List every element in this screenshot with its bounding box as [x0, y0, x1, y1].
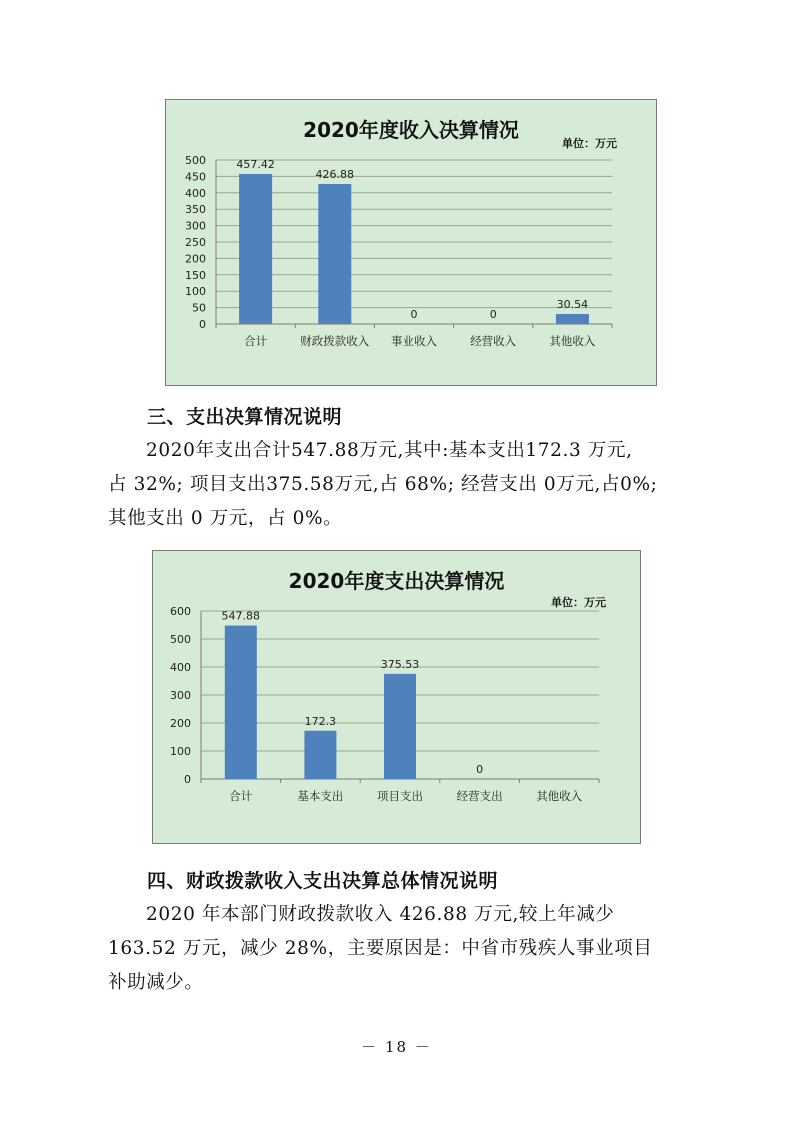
income-data-label: 457.42: [236, 157, 275, 171]
income-bar: [318, 184, 351, 324]
income-category-label: 其他收入: [549, 334, 596, 348]
expenditure-data-label: 0: [476, 763, 484, 776]
income-category-label: 财政拨款收入: [300, 334, 370, 348]
paragraph-line: 其他支出 0 万元，占 0%。: [108, 508, 343, 529]
income-bar: [239, 174, 272, 324]
section-heading-expenditure: 三、支出决算情况说明: [147, 406, 343, 428]
income-chart-unit: 单位：万元: [562, 137, 617, 150]
income-ytick-label: 200: [185, 252, 206, 266]
income-data-label: 30.54: [556, 297, 589, 311]
expenditure-category-label: 项目支出: [377, 789, 423, 803]
expenditure-data-label: 547.88: [221, 609, 261, 623]
income-ytick-label: 300: [185, 219, 206, 233]
page-number: － 18 －: [361, 1038, 432, 1056]
expenditure-ytick-label: 100: [170, 745, 191, 758]
income-chart: [165, 99, 657, 386]
income-ytick-label: 450: [185, 170, 206, 184]
income-category-label: 事业收入: [391, 334, 437, 348]
expenditure-bar: [225, 626, 257, 779]
expenditure-chart-unit: 单位：万元: [551, 596, 606, 609]
expenditure-ytick-label: 300: [170, 689, 191, 702]
income-category-label: 经营收入: [470, 334, 517, 348]
income-ytick-label: 250: [185, 236, 206, 249]
expenditure-data-label: 172.3: [304, 714, 337, 728]
income-chart-title: 2020年度收入决算情况: [303, 118, 519, 142]
expenditure-category-label: 经营支出: [456, 789, 503, 803]
income-ytick-label: 100: [185, 285, 206, 299]
expenditure-ytick-label: 200: [170, 717, 191, 730]
income-ytick-label: 150: [185, 268, 206, 282]
expenditure-category-label: 合计: [229, 789, 253, 803]
income-ytick-label: 0: [199, 318, 206, 331]
paragraph-line: 163.52 万元，减少 28%，主要原因是：中省市残疾人事业项目: [108, 938, 653, 959]
paragraph-line: 2020 年本部门财政拨款收入 426.88 万元,较上年减少: [146, 904, 615, 925]
expenditure-bar: [384, 674, 416, 779]
income-ytick-label: 400: [185, 186, 206, 200]
paragraph-line: 2020年支出合计547.88万元,其中:基本支出172.3 万元,: [146, 440, 633, 461]
expenditure-chart: [152, 550, 641, 844]
paragraph-line: 占 32%; 项目支出375.58万元,占 68%; 经营支出 0万元,占0%;: [108, 474, 658, 495]
income-ytick-label: 500: [185, 154, 206, 167]
expenditure-category-label: 基本支出: [297, 789, 344, 803]
section-paragraph-fiscal: [108, 898, 693, 1000]
expenditure-bar: [304, 731, 336, 779]
income-data-label: 426.88: [315, 167, 355, 181]
income-category-label: 合计: [244, 334, 268, 348]
income-ytick-label: 50: [192, 301, 206, 315]
expenditure-ytick-label: 400: [170, 661, 191, 674]
income-bar: [556, 314, 589, 324]
section-heading-fiscal: 四、财政拨款收入支出决算总体情况说明: [147, 870, 499, 892]
income-data-label: 0: [489, 308, 497, 321]
expenditure-ytick-label: 500: [170, 633, 191, 646]
expenditure-category-label: 其他收入: [536, 789, 583, 803]
paragraph-line: 补助减少。: [108, 972, 204, 993]
expenditure-chart-title: 2020年度支出决算情况: [288, 569, 505, 593]
expenditure-data-label: 375.53: [380, 657, 420, 671]
expenditure-chart-plot: [153, 551, 642, 845]
expenditure-ytick-label: 0: [184, 773, 191, 786]
income-ytick-label: 350: [185, 203, 206, 217]
income-chart-plot: [166, 100, 658, 387]
section-paragraph-expenditure: [108, 434, 693, 536]
expenditure-ytick-label: 600: [170, 605, 191, 618]
income-data-label: 0: [410, 308, 418, 321]
